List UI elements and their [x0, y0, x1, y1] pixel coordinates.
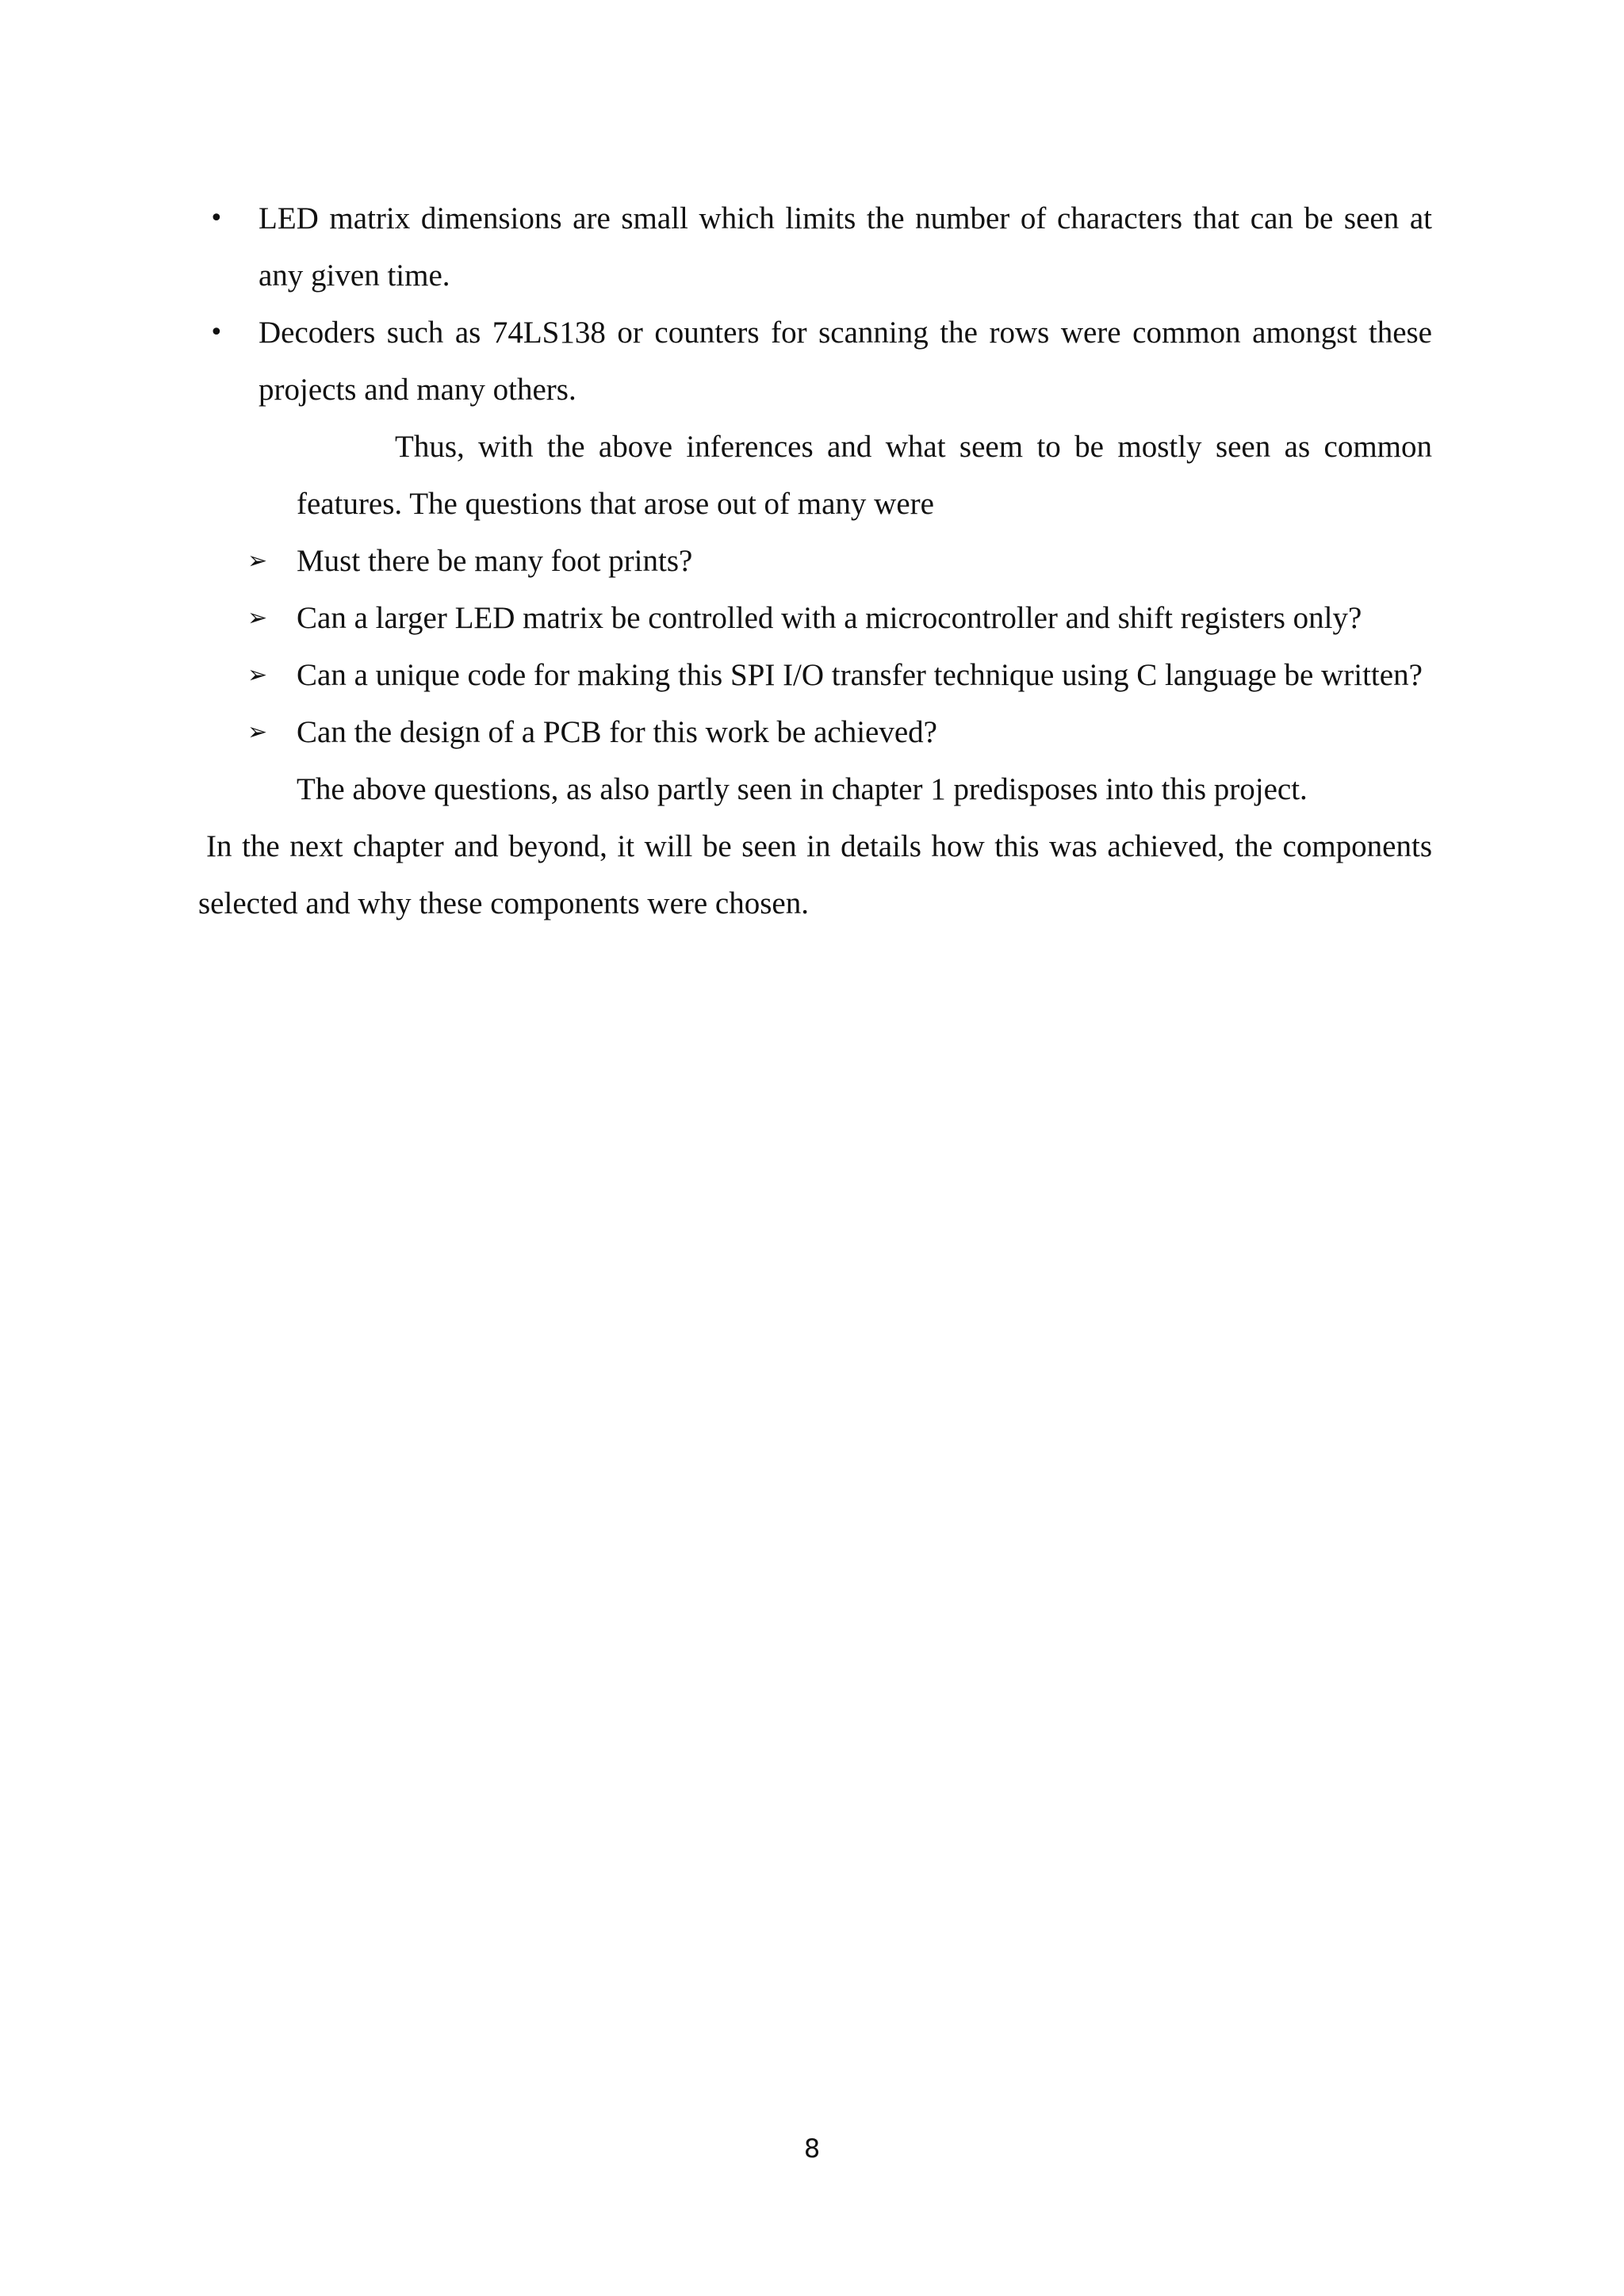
arrow-bullet-icon: ➢: [247, 547, 268, 575]
question-text: Can a larger LED matrix be controlled with a microcontroller and shift registers only?: [297, 601, 1362, 635]
bullet-icon: •: [209, 319, 224, 346]
bullet-text: Decoders such as 74LS138 or counters for scanning the rows were common amongst these projects and many others.: [259, 316, 1432, 407]
body-text: [198, 190, 1432, 932]
final-paragraph: In the next chapter and beyond, it will be seen in details how this was achieved, the components selected and why these components were chosen.: [198, 829, 1432, 920]
bullet-item: [198, 304, 1432, 419]
closing-line: The above questions, as also partly seen in chapter 1 predisposes into this project.: [297, 772, 1308, 806]
question-text: Must there be many foot prints?: [297, 544, 693, 578]
bullet-item: [198, 190, 1432, 304]
bullet-text: LED matrix dimensions are small which limits the number of characters that can be seen at any given time.: [259, 201, 1432, 293]
bullet-icon: •: [209, 205, 224, 232]
intro-paragraph: Thus, with the above inferences and what seem to be mostly seen as common features. The questions that arose out of many were: [297, 430, 1432, 521]
question-item: [198, 647, 1432, 704]
arrow-bullet-icon: ➢: [247, 661, 268, 689]
page-number: 8: [803, 2133, 821, 2164]
arrow-bullet-icon: ➢: [247, 604, 268, 632]
question-item: [198, 704, 1432, 761]
arrow-bullet-icon: ➢: [247, 718, 268, 746]
question-text: Can a unique code for making this SPI I/O transfer technique using C language be written?: [297, 658, 1423, 692]
question-item: [198, 533, 1432, 590]
question-text: Can the design of a PCB for this work be achieved?: [297, 715, 937, 749]
question-item: [198, 590, 1432, 647]
